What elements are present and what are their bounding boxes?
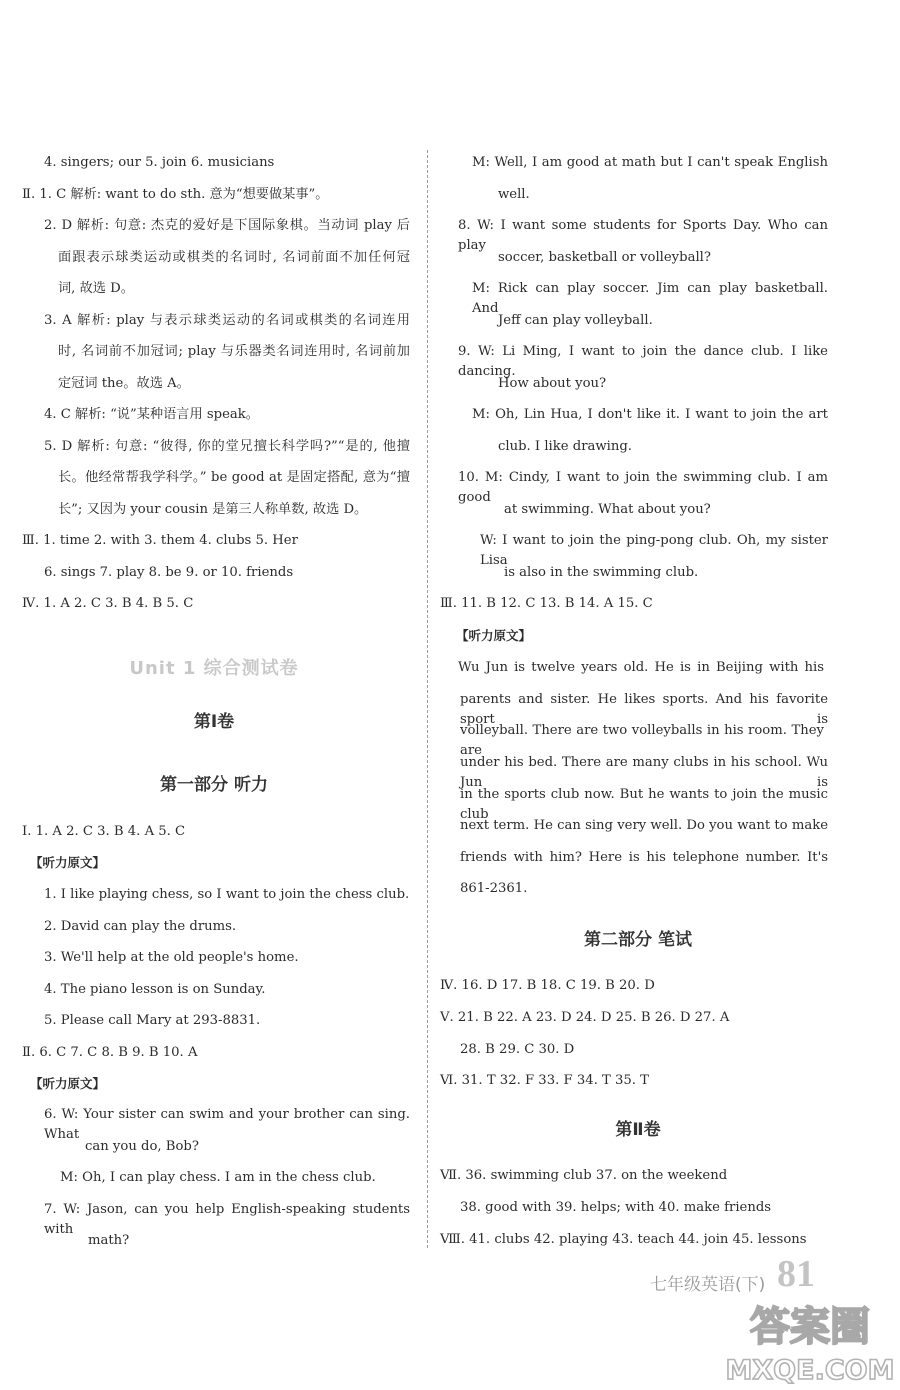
transcript-line: parents and sister. He likes sports. And his favorite sport is — [460, 692, 828, 727]
explanation-line: 时, 名词前不加冠词; play 与乐器类名词连用时, 名词前加 — [58, 344, 410, 359]
volume-heading: 第Ⅱ卷 — [615, 1120, 661, 1140]
transcript-line: math? — [88, 1233, 130, 1248]
transcript-line: 1. I like playing chess, so I want to join the chess club. — [44, 887, 410, 902]
answer-line: Ⅱ. 6. C 7. C 8. B 9. B 10. A — [22, 1045, 198, 1060]
answer-line: Ⅶ. 36. swimming club 37. on the weekend — [440, 1168, 728, 1183]
answer-line: 4. singers; our 5. join 6. musicians — [44, 155, 275, 170]
explanation-line: 3. A 解析: play 与表示球类运动的名词或棋类的名词连用 — [44, 313, 410, 328]
answer-line: Ⅵ. 31. T 32. F 33. F 34. T 35. T — [440, 1073, 649, 1088]
unit-title: Unit 1 综合测试卷 — [129, 658, 299, 679]
transcript-line: 3. We'll help at the old people's home. — [44, 950, 299, 965]
transcript-line: How about you? — [498, 376, 607, 391]
volume-heading: 第Ⅰ卷 — [193, 712, 235, 732]
part-heading: 第二部分 笔试 — [584, 930, 692, 950]
transcript-line: 2. David can play the drums. — [44, 919, 237, 934]
transcript-line: M: Rick can play soccer. Jim can play basketball. And — [472, 281, 828, 316]
answer-line: Ⅳ. 1. A 2. C 3. B 4. B 5. C — [22, 596, 194, 611]
column-divider — [427, 150, 428, 1248]
transcript-line: 10. M: Cindy, I want to join the swimming club. I am good — [458, 470, 828, 505]
answer-line: 6. sings 7. play 8. be 9. or 10. friends — [44, 565, 294, 580]
transcript-line: 5. Please call Mary at 293-8831. — [44, 1013, 261, 1028]
transcript-line: M: Oh, I can play chess. I am in the chess club. — [60, 1170, 376, 1185]
transcript-line: club. I like drawing. — [498, 439, 632, 454]
transcript-line: soccer, basketball or volleyball? — [498, 250, 711, 265]
transcript-line: at swimming. What about you? — [504, 502, 711, 517]
transcript-line: can you do, Bob? — [85, 1139, 199, 1154]
answer-line: 38. good with 39. helps; with 40. make friends — [460, 1200, 772, 1215]
explanation-line: 5. D 解析: 句意: “彼得, 你的堂兄擅长科学吗?”“是的, 他擅 — [44, 439, 410, 454]
transcript-line: Jeff can play volleyball. — [498, 313, 653, 328]
explanation-line: 长。他经常帮我学科学。” be good at 是固定搭配, 意为“擅 — [58, 470, 410, 485]
watermark-url: MXQE.COM — [725, 1355, 895, 1385]
explanation-line: 2. D 解析: 句意: 杰克的爱好是下国际象棋。当动词 play 后 — [44, 218, 410, 233]
footer-subject: 七年级英语(下) — [650, 1275, 766, 1295]
transcript-line: well. — [498, 187, 530, 202]
watermark-text: 答案圈 — [750, 1304, 870, 1350]
answer-line: Ⅷ. 41. clubs 42. playing 43. teach 44. join 45. lessons — [440, 1232, 807, 1247]
answer-line: Ⅰ. 1. A 2. C 3. B 4. A 5. C — [22, 824, 186, 839]
transcript-line: in the sports club now. But he wants to join the music club — [460, 787, 828, 822]
transcript-line: 4. The piano lesson is on Sunday. — [44, 982, 266, 997]
transcript-line: W: I want to join the ping-pong club. Oh, my sister Lisa — [480, 533, 828, 568]
answer-line: Ⅲ. 1. time 2. with 3. them 4. clubs 5. Her — [22, 533, 298, 548]
answer-line: 28. B 29. C 30. D — [460, 1042, 575, 1057]
transcript-line: is also in the swimming club. — [504, 565, 699, 580]
transcript-line: M: Oh, Lin Hua, I don't like it. I want to join the art — [472, 407, 828, 422]
transcript-tag: 【听力原文】 — [456, 628, 532, 643]
answer-line: Ⅱ. 1. C 解析: want to do sth. 意为“想要做某事”。 — [22, 187, 329, 202]
transcript-line: 7. W: Jason, can you help English-speaking students with — [44, 1202, 410, 1237]
transcript-line: 861-2361. — [460, 881, 528, 896]
answer-line: Ⅳ. 16. D 17. B 18. C 19. B 20. D — [440, 978, 655, 993]
explanation-line: 4. C 解析: “说”某种语言用 speak。 — [44, 407, 259, 422]
explanation-line: 词, 故选 D。 — [58, 281, 134, 296]
transcript-line: under his bed. There are many clubs in his school. Wu Jun is — [460, 755, 828, 790]
answer-line: Ⅲ. 11. B 12. C 13. B 14. A 15. C — [440, 596, 653, 611]
part-heading: 第一部分 听力 — [160, 775, 268, 795]
explanation-line: 长”; 又因为 your cousin 是第三人称单数, 故选 D。 — [58, 502, 368, 517]
transcript-line: Wu Jun is twelve years old. He is in Beijing with his — [458, 660, 824, 675]
answer-line: Ⅴ. 21. B 22. A 23. D 24. D 25. B 26. D 27. A — [440, 1010, 730, 1025]
watermark-logo — [725, 1295, 895, 1385]
transcript-line: M: Well, I am good at math but I can't speak English — [472, 155, 828, 170]
transcript-line: 8. W: I want some students for Sports Day. Who can play — [458, 218, 828, 253]
transcript-line: 6. W: Your sister can swim and your brother can sing. What — [44, 1107, 410, 1142]
transcript-line: 9. W: Li Ming, I want to join the dance club. I like dancing. — [458, 344, 828, 379]
transcript-line: friends with him? Here is his telephone number. It's — [460, 850, 828, 865]
explanation-line: 定冠词 the。故选 A。 — [58, 376, 190, 391]
explanation-line: 面跟表示球类运动或棋类的名词时, 名词前面不加任何冠 — [58, 250, 410, 265]
page-number: 81 — [777, 1253, 815, 1295]
transcript-line: volleyball. There are two volleyballs in his room. They are — [460, 723, 824, 758]
transcript-line: next term. He can sing very well. Do you want to make — [460, 818, 828, 833]
transcript-tag: 【听力原文】 — [30, 855, 106, 870]
transcript-tag: 【听力原文】 — [30, 1076, 106, 1091]
